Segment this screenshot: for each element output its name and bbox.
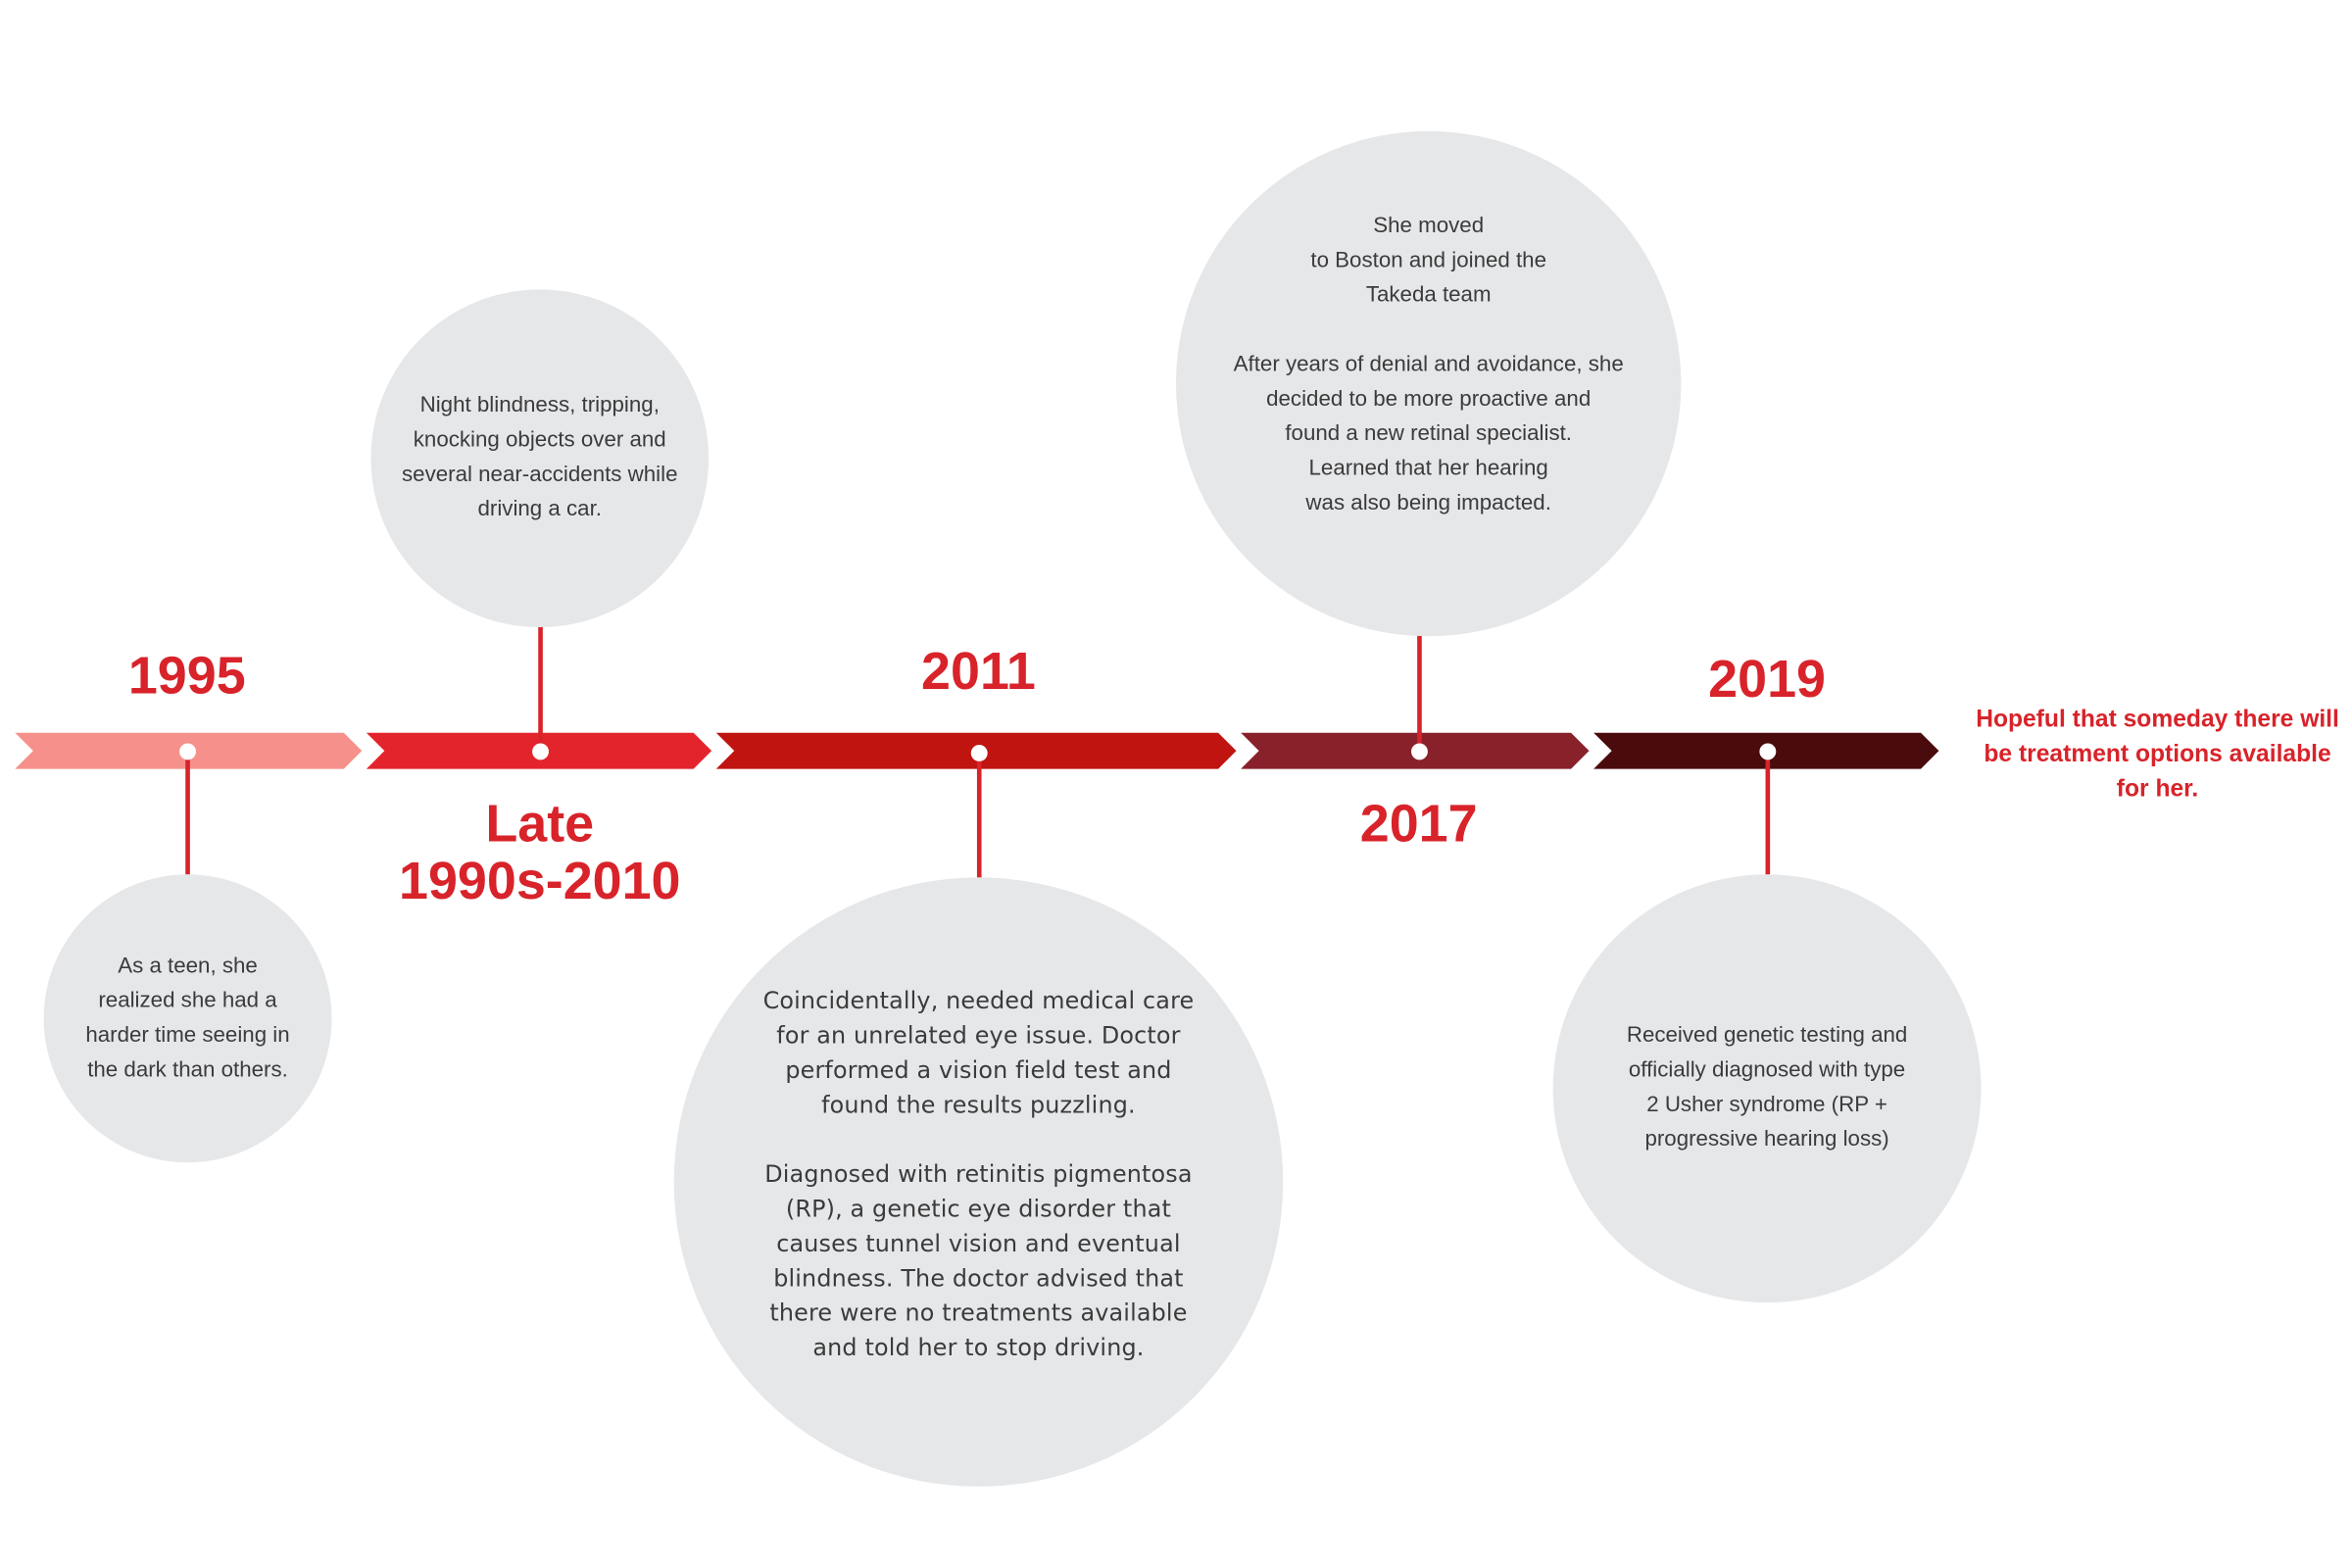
connector-2019 [1765, 751, 1770, 874]
connector-2011 [976, 751, 981, 877]
event-bubble-late-1990s [370, 289, 709, 627]
timeline-dot-2011 [970, 744, 987, 760]
event-bubble-2011 [674, 877, 1284, 1487]
year-label-2011: 2011 [921, 642, 1036, 702]
event-description-2017: She moved to Boston and joined the Takeda team After years of denial and avoidance, she decided to be more proactive and found a new retinal specialist. Learned that her hearing was also being impacted. [1233, 214, 1624, 516]
event-description-late-1990s: Night blindness, tripping, knocking objects over and several near-accidents while driving a car. [402, 393, 678, 522]
event-bubble-1995 [44, 874, 332, 1162]
year-label-1995: 1995 [127, 646, 246, 706]
connector-late-1990s [537, 625, 542, 751]
year-label-late-1990s: Late 1990s-2010 [399, 794, 681, 911]
year-label-2017: 2017 [1359, 794, 1478, 854]
event-bubble-2017 [1176, 131, 1681, 636]
connector-1995 [184, 751, 189, 874]
timeline-dot-late-1990s [531, 743, 548, 760]
connector-2017 [1416, 633, 1421, 751]
event-description-1995: As a teen, she realized she had a harder time seeing in the dark than others. [85, 954, 290, 1082]
timeline-dot-1995 [178, 743, 195, 760]
timeline-dot-2017 [1410, 743, 1427, 760]
event-bubble-2019 [1553, 874, 1982, 1302]
year-label-2019: 2019 [1708, 650, 1826, 710]
timeline-dot-2019 [1759, 743, 1776, 760]
event-description-2019: Received genetic testing and officially diagnosed with type 2 Usher syndrome (RP + progressive hearing loss) [1626, 1023, 1908, 1152]
closing-statement: Hopeful that someday there will be treatment options available for her. [1976, 707, 2339, 803]
event-description-2011: Coincidentally, needed medical care for an unrelated eye issue. Doctor performed a vision field test and found the results puzzling. Diagnosed with retinitis pigmentosa (RP), a genetic eye disorder that causes tunnel vision and eventual blindness. The doctor advised that there were no treatments available and told her to stop driving. [762, 986, 1195, 1361]
